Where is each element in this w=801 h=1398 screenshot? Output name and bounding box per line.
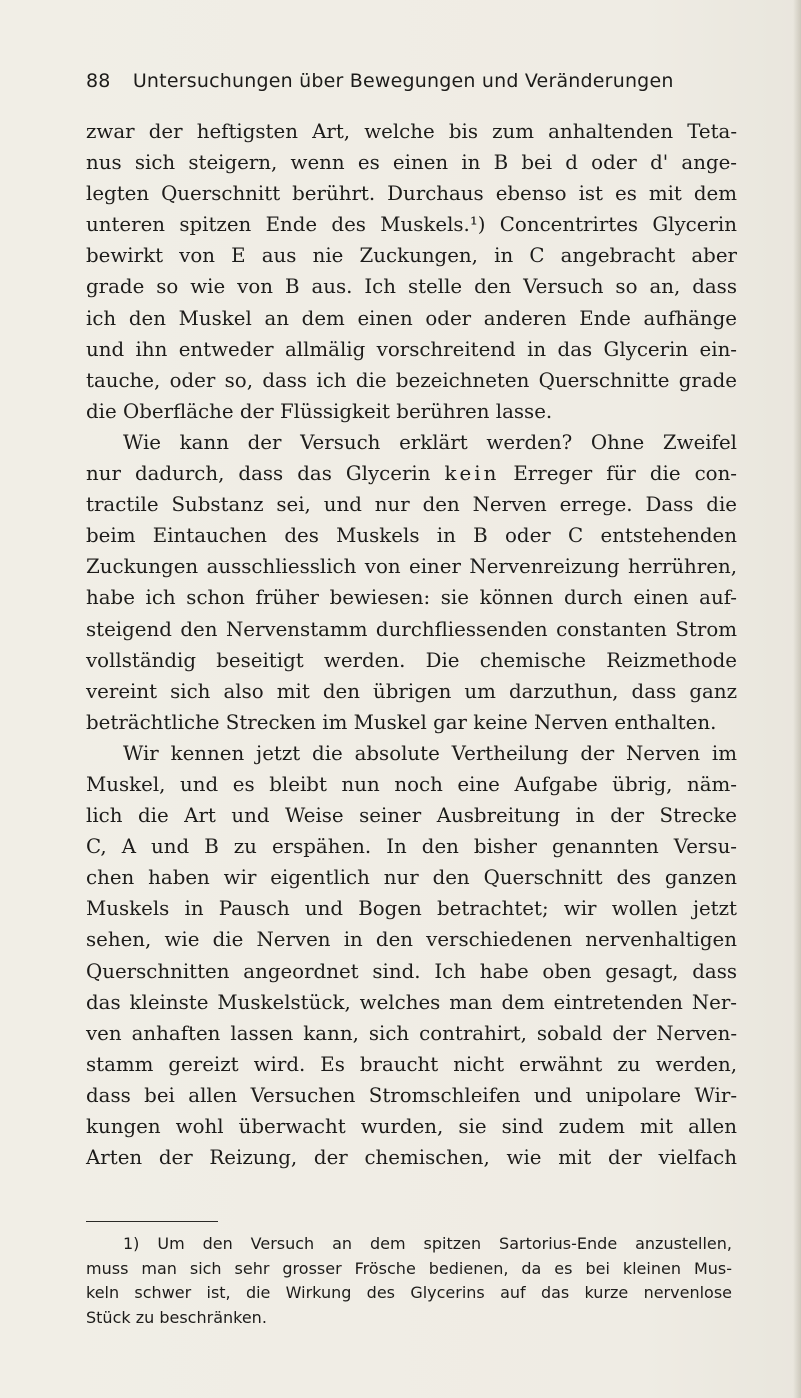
- text-line: lich die Art und Weise seiner Ausbreitung in der Strecke: [86, 804, 737, 828]
- footnote-line: Stück zu beschränken.: [86, 1307, 267, 1327]
- text-line: unteren spitzen Ende des Muskels.¹) Concentrirtes Glycerin: [86, 213, 737, 237]
- text-line: Arten der Reizung, der chemischen, wie mit der vielfach: [86, 1146, 737, 1170]
- text-line: legten Querschnitt berührt. Durchaus ebenso ist es mit dem: [86, 182, 737, 206]
- text-line: die Oberfläche der Flüssigkeit berühren lasse.: [86, 399, 553, 423]
- text-line: Wir kennen jetzt die absolute Vertheilung der Nerven im: [123, 741, 737, 765]
- text-segment: Erreger für die con-: [513, 462, 737, 486]
- text-line: zwar der heftigsten Art, welche bis zum anhaltenden Teta-: [86, 120, 737, 143]
- text-segment: nur dadurch, dass das Glycerin: [86, 462, 431, 486]
- text-line: C, A und B zu erspähen. In den bisher genannten Versu-: [86, 835, 737, 859]
- text-line: Muskel, und es bleibt nun noch eine Aufgabe übrig, näm-: [86, 772, 737, 796]
- footnote-line: keln schwer ist, die Wirkung des Glycerins auf das kurze nervenlose: [86, 1283, 732, 1302]
- text-line: ven anhaften lassen kann, sich contrahirt, sobald der Nerven-: [86, 1021, 737, 1045]
- text-line: stamm gereizt wird. Es braucht nicht erwähnt zu werden,: [86, 1052, 737, 1076]
- text-line: beträchtliche Strecken im Muskel gar keine Nerven enthalten.: [86, 710, 717, 734]
- text-line: habe ich schon früher bewiesen: sie können durch einen auf-: [86, 586, 737, 610]
- footnote-line: 1) Um den Versuch an dem spitzen Sartorius-Ende anzustellen,: [123, 1234, 732, 1253]
- footnote-line: muss man sich sehr grosser Frösche bedienen, da es bei kleinen Mus-: [86, 1258, 732, 1278]
- text-line: tractile Substanz sei, und nur den Nerven errege. Dass die: [86, 493, 737, 517]
- text-line: bewirkt von E aus nie Zuckungen, in C angebracht aber: [86, 244, 737, 268]
- text-line: Zuckungen ausschliesslich von einer Nervenreizung herrühren,: [86, 555, 737, 579]
- running-header: [86, 70, 726, 92]
- text-line: steigend den Nervenstamm durchfliessenden constanten Strom: [86, 617, 737, 641]
- text-line: beim Eintauchen des Muskels in B oder C entstehenden: [86, 524, 737, 548]
- footnote-divider: [86, 1221, 218, 1222]
- text-line: Wie kann der Versuch erklärt werden? Ohne Zweifel: [123, 430, 737, 454]
- emphasized-word: kein: [444, 462, 500, 486]
- running-title: Untersuchungen über Bewegungen und Veränderungen: [132, 70, 674, 92]
- text-line: chen haben wir eigentlich nur den Querschnitt des ganzen: [86, 866, 737, 890]
- text-line: nus sich steigern, wenn es einen in B bei d oder d' ange-: [86, 151, 737, 175]
- text-line-with-emphasis: [86, 458, 737, 489]
- text-line: kungen wohl überwacht wurden, sie sind zudem mit allen: [86, 1115, 737, 1138]
- text-line: vereint sich also mit den übrigen um darzuthun, dass ganz: [86, 679, 737, 703]
- page-edge-shadow: [793, 0, 801, 1398]
- text-line: Querschnitten angeordnet sind. Ich habe oben gesagt, dass: [86, 959, 737, 983]
- text-line: Muskels in Pausch und Bogen betrachtet; wir wollen jetzt: [86, 897, 737, 921]
- text-line: tauche, oder so, dass ich die bezeichneten Querschnitte grade: [86, 368, 737, 392]
- page-number: 88: [86, 70, 111, 92]
- text-line: grade so wie von B aus. Ich stelle den Versuch so an, dass: [86, 275, 737, 299]
- text-line: dass bei allen Versuchen Stromschleifen und unipolare Wir-: [86, 1083, 737, 1107]
- text-line: ich den Muskel an dem einen oder anderen Ende aufhänge: [86, 306, 737, 330]
- text-line: vollständig beseitigt werden. Die chemische Reizmethode: [86, 648, 737, 672]
- text-line: und ihn entweder allmälig vorschreitend in das Glycerin ein-: [86, 337, 737, 361]
- text-line: das kleinste Muskelstück, welches man dem eintretenden Ner-: [86, 990, 737, 1014]
- body-text: [86, 116, 737, 1173]
- text-line: sehen, wie die Nerven in den verschiedenen nervenhaltigen: [86, 928, 737, 952]
- footnote: [86, 1232, 732, 1330]
